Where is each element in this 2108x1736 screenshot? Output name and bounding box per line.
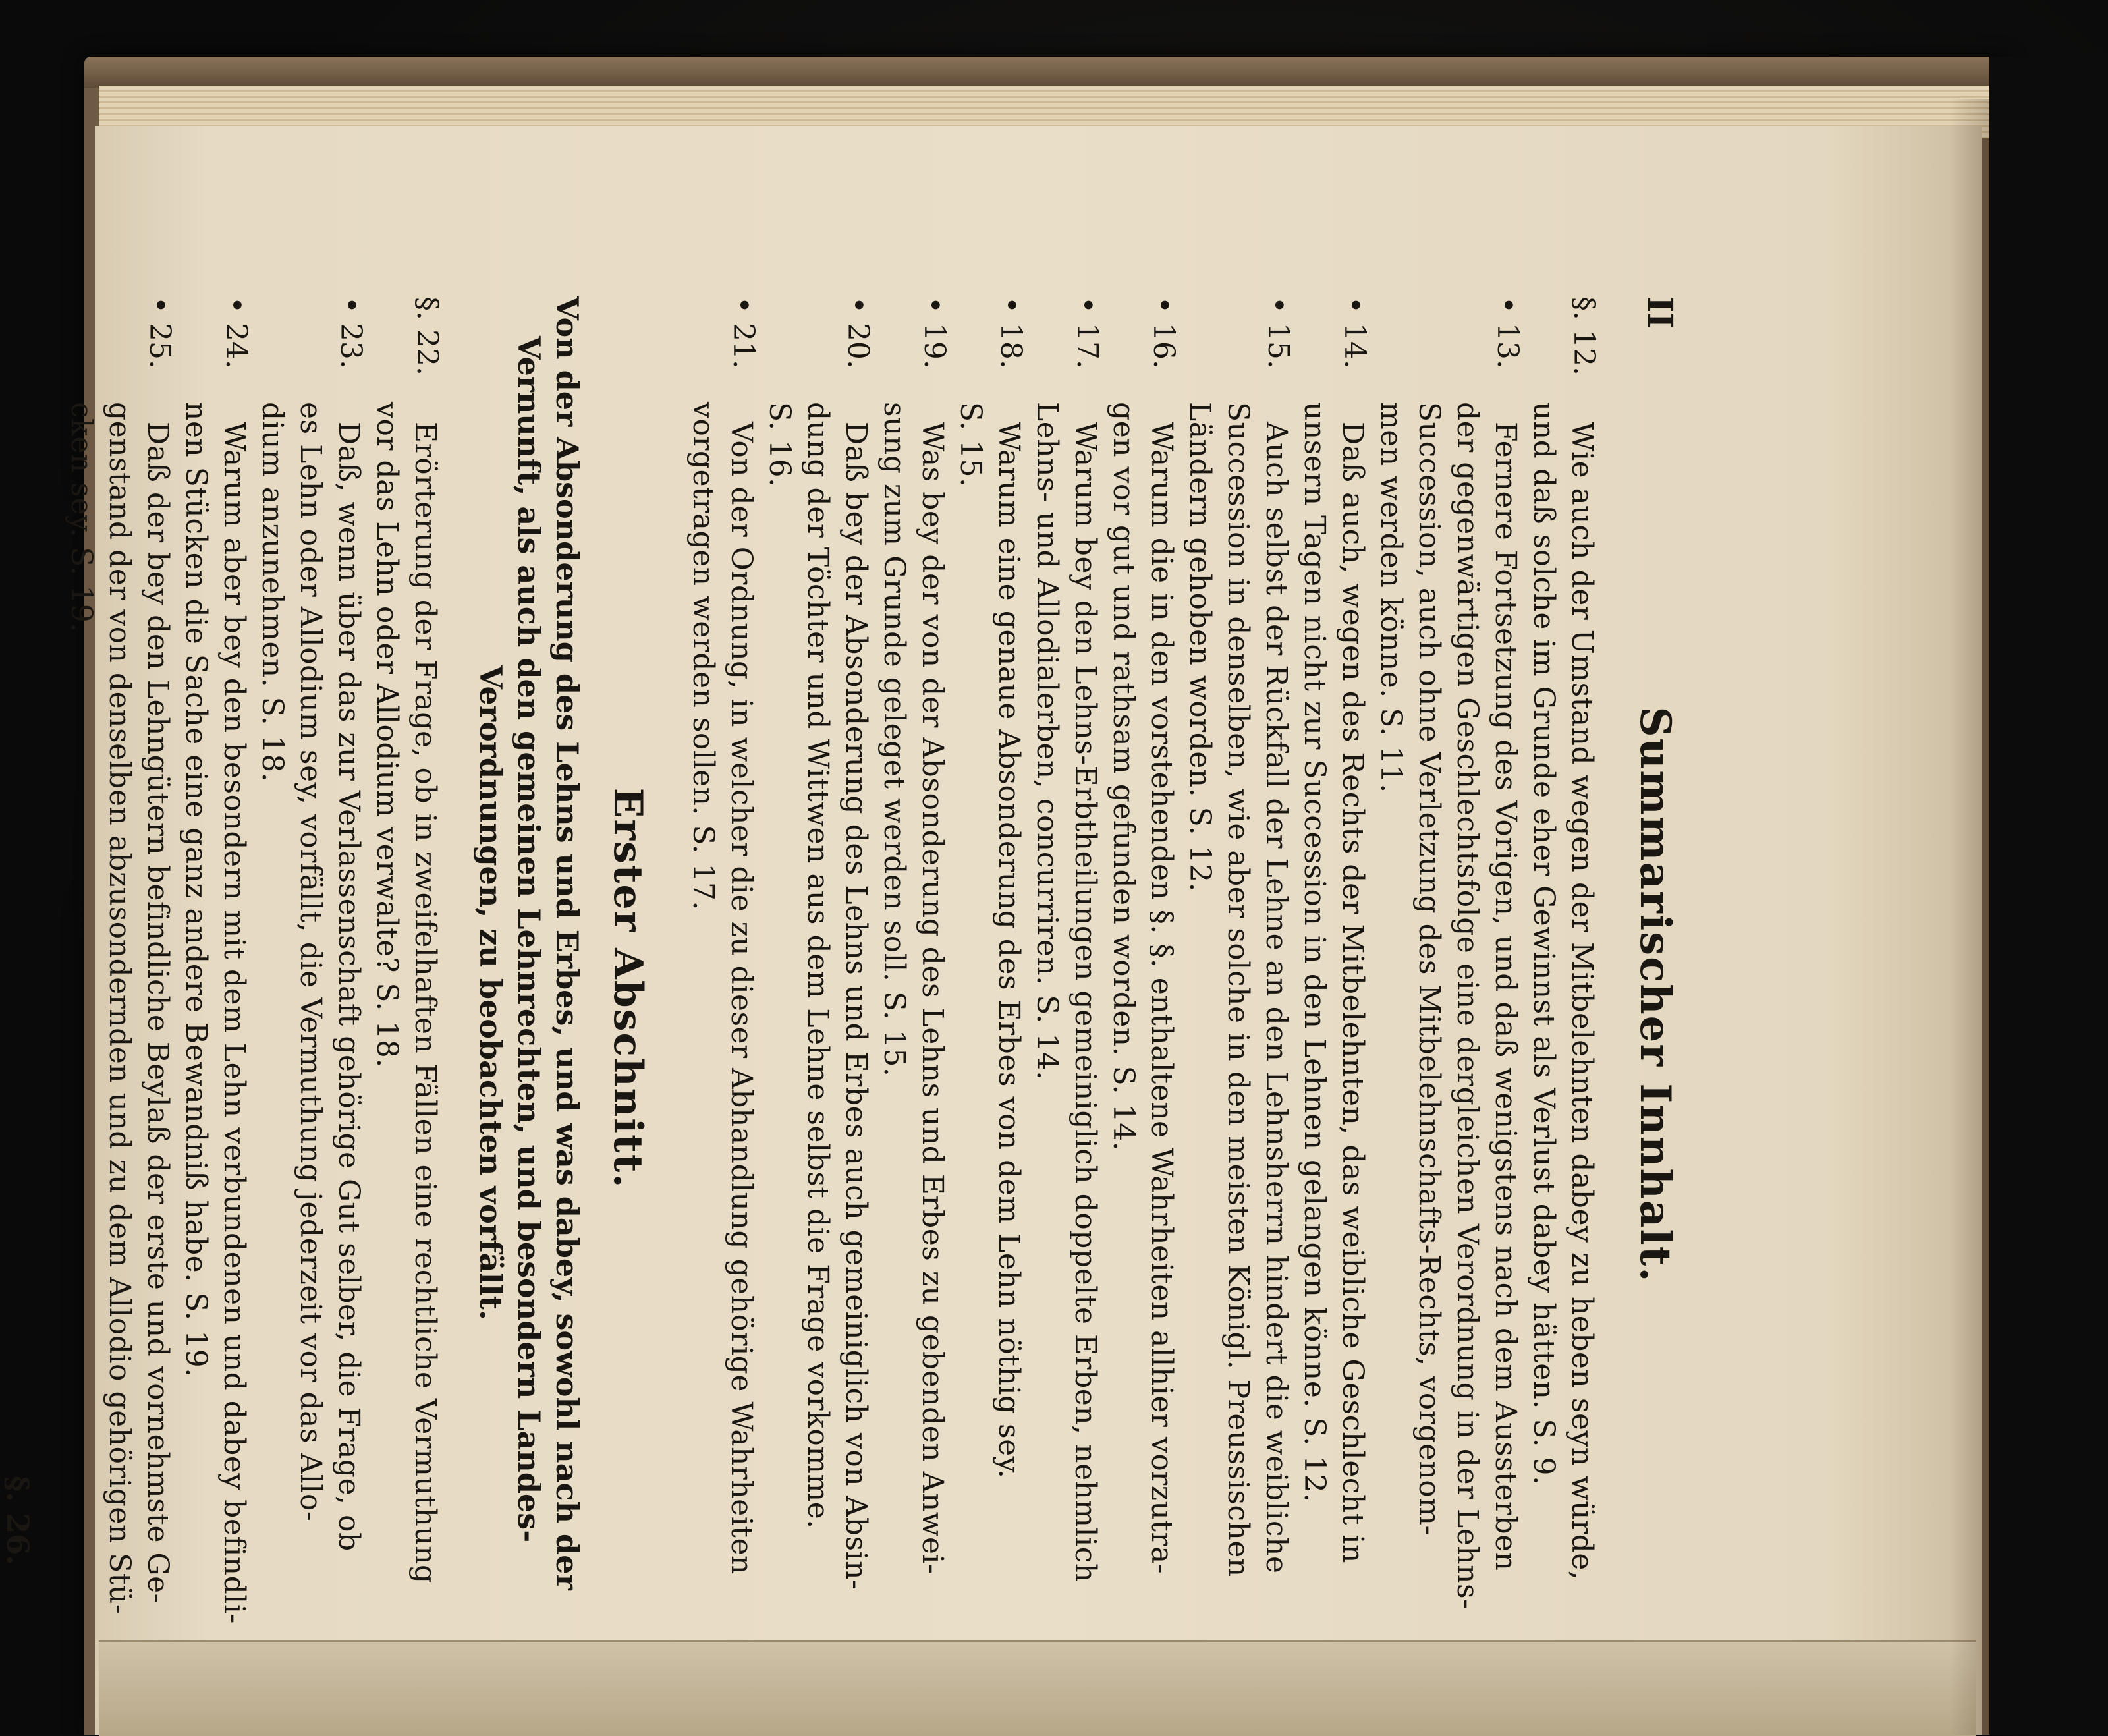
entry-line: Ländern gehoben worden. S. 12. bbox=[1183, 402, 1217, 893]
entry-mark: • 17. bbox=[1070, 296, 1104, 369]
entry-mark: • 21. bbox=[727, 296, 760, 369]
entry-line: Warum aber bey den besondern mit dem Lehn verbundenen und dabey befindli- bbox=[217, 422, 251, 1624]
entry-line: vor das Lehn oder Allodium verwalte? S. 18. bbox=[370, 402, 404, 1068]
entry-line: sung zum Grunde geleget werden soll. S. 15. bbox=[877, 402, 911, 1077]
section-subtitle-line: Vernunft, als auch den gemeinen Lehnrechten, und besondern Landes- bbox=[511, 336, 547, 1543]
entry-line: dium anzunehmen. S. 18. bbox=[256, 402, 289, 783]
entry-line: Succession, auch ohne Verletzung des Mitbelehnschafts-Rechts, vorgenom- bbox=[1412, 402, 1446, 1536]
catchword: §. 26. bbox=[0, 1476, 36, 1566]
entry-mark: • 25. bbox=[143, 296, 177, 369]
entry-line: Was bey der von der Absonderung des Lehns und Erbes zu gebenden Anwei- bbox=[916, 422, 949, 1575]
entry-mark: • 23. bbox=[334, 296, 368, 369]
entry-mark: • 16. bbox=[1147, 296, 1180, 369]
entry-line: genstand der von denselben abzusondernden und zu dem Allodio gehörigen Stü- bbox=[103, 402, 136, 1615]
entry-line: cken sey. S. 19. bbox=[65, 402, 98, 632]
page-number: II bbox=[1640, 296, 1680, 329]
entry-line: und daß solche im Grunde eher Gewinnst als Verlust dabey hätten. S. 9. bbox=[1527, 402, 1561, 1486]
entry-mark: • 19. bbox=[918, 296, 951, 369]
entry-line: S. 16. bbox=[763, 402, 796, 488]
entry-line: Warum bey den Lehns-Erbtheilungen gemeiniglich doppelte Erben, nehmlich bbox=[1068, 422, 1102, 1582]
entry-mark: §. 22. bbox=[410, 296, 444, 376]
page-text-block bbox=[0, 296, 1680, 1680]
entry-line: Daß bey der Absonderung des Lehns und Erbes auch gemeiniglich von Absin- bbox=[839, 422, 873, 1590]
entry-mark: • 24. bbox=[219, 296, 253, 369]
entry-line: Daß, wenn über das zur Verlassenschaft gehörige Gut selber, die Frage, ob bbox=[332, 422, 366, 1552]
entry-line: Auch selbst der Rückfall der Lehne an den Lehnsherrn hindert die weibliche bbox=[1260, 422, 1293, 1574]
entry-line: es Lehn oder Allodium sey, vorfällt, die Vermuthung jederzeit vor das Allo- bbox=[294, 402, 327, 1522]
entry-line: Daß der bey den Lehngütern befindliche Beylaß der erste und vornehmste Ge- bbox=[141, 422, 175, 1604]
book-top-edge bbox=[84, 57, 2008, 88]
entry-line: gen vor gut und rathsam gefunden worden. S. 14. bbox=[1107, 402, 1140, 1152]
entry-line: Lehns- und Allodialerben, concurriren. S. 14. bbox=[1030, 402, 1064, 1080]
entry-line: S. 15. bbox=[954, 402, 987, 488]
entry-line: Daß auch, wegen des Rechts der Mitbelehnten, das weibliche Geschlecht in bbox=[1336, 422, 1370, 1563]
entry-line: dung der Töchter und Wittwen aus dem Lehne selbst die Frage vorkomme. bbox=[801, 402, 835, 1529]
entry-line: Fernere Fortsetzung des Vorigen, und daß wenigstens nach dem Aussterben bbox=[1489, 422, 1522, 1571]
entry-line: Wie auch der Umstand wegen der Mitbelehnten dabey zu heben seyn würde, bbox=[1565, 422, 1599, 1581]
entry-mark: • 13. bbox=[1491, 296, 1524, 369]
entry-line: Warum eine genaue Absonderung des Erbes von dem Lehn nöthig sey. bbox=[992, 422, 1026, 1479]
entry-mark: • 14. bbox=[1338, 296, 1372, 369]
entry-line: Warum die in den vorstehenden §. §. enthaltene Wahrheiten allhier vorzutra- bbox=[1145, 422, 1179, 1575]
entry-line: Erörterung der Frage, ob in zweifelhaften Fällen eine rechtliche Vermuthung bbox=[408, 422, 442, 1584]
section-subtitle-line: Von der Absonderung des Lehns und Erbes, und was dabey, sowohl nach der bbox=[549, 296, 585, 1590]
entry-line: men werden könne. S. 11. bbox=[1374, 402, 1408, 793]
section-title: Erster Abschnitt. bbox=[605, 787, 651, 1189]
entry-mark: §. 12. bbox=[1567, 296, 1601, 376]
entry-line: der gegenwärtigen Geschlechtsfolge eine dergleichen Verordnung in der Lehns- bbox=[1451, 402, 1484, 1610]
entry-mark: • 18. bbox=[994, 296, 1028, 369]
entry-mark: • 20. bbox=[841, 296, 875, 369]
entry-line: unsern Tagen nicht zur Succession in den Lehnen gelangen könne. S. 12. bbox=[1298, 402, 1331, 1503]
entry-line: nen Stücken die Sache eine ganz andere Bewandniß habe. S. 19. bbox=[179, 402, 213, 1378]
entry-line: vorgetragen werden sollen. S. 17. bbox=[686, 402, 720, 910]
section-subtitle-line: Verordnungen, zu beobachten vorfällt. bbox=[473, 665, 509, 1320]
dark-margin bbox=[1989, 57, 2108, 1735]
entry-line: Von der Ordnung, in welcher die zu dieser Abhandlung gehörige Wahrheiten bbox=[725, 422, 758, 1575]
entry-line: Succession in denselben, wie aber solche in den meisten Königl. Preussischen bbox=[1221, 402, 1255, 1577]
entry-mark: • 15. bbox=[1262, 296, 1295, 369]
page-title: Summarischer Innhalt. bbox=[1630, 706, 1680, 1283]
